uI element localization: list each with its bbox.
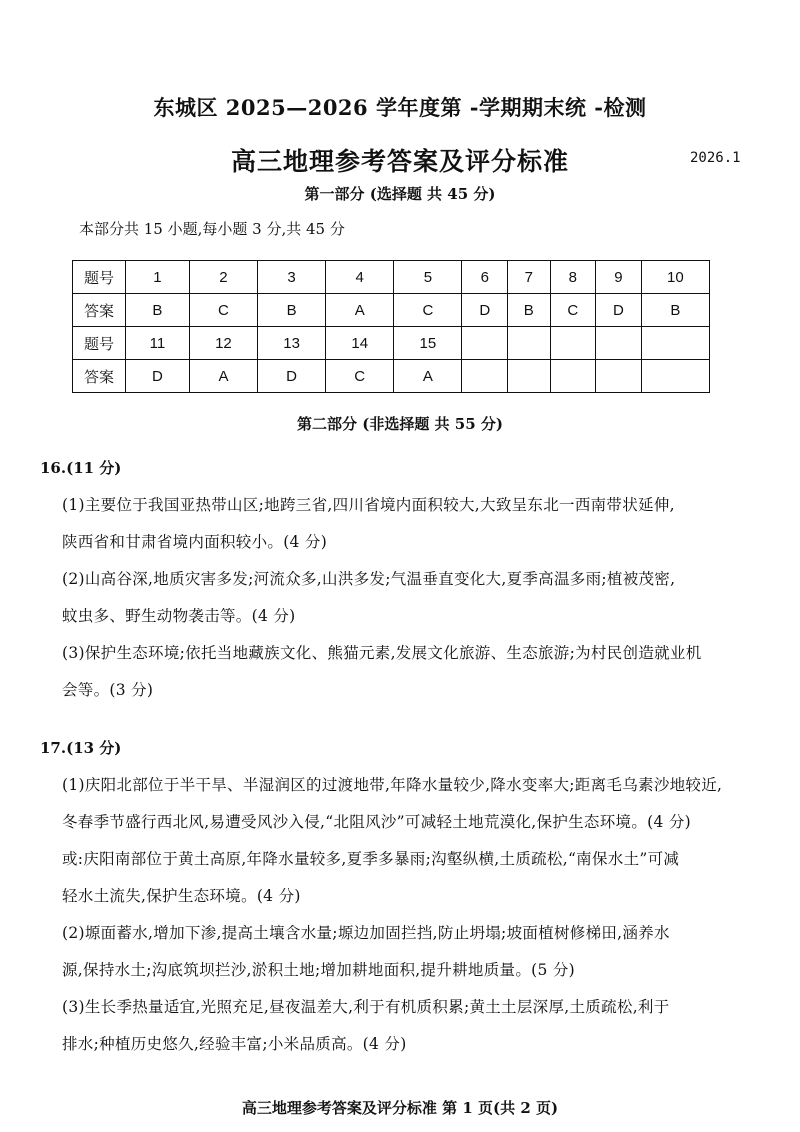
table-cell: 2 xyxy=(189,261,257,294)
table-cell: C xyxy=(394,294,462,327)
table-cell: 1 xyxy=(126,261,190,294)
table-cell: 题号 xyxy=(73,261,126,294)
answer-line: 蚊虫多、野生动物袭击等。(4 分) xyxy=(62,607,296,625)
question-16-answer xyxy=(62,487,752,709)
table-row xyxy=(73,294,710,327)
table-cell: 14 xyxy=(326,327,394,360)
table-cell: D xyxy=(596,294,642,327)
answer-line: (1)庆阳北部位于半干旱、半湿润区的过渡地带,年降水量较少,降水变率大;距离毛乌素沙地较近, xyxy=(62,776,723,794)
table-cell: A xyxy=(189,360,257,393)
table-cell xyxy=(596,360,642,393)
table-cell: C xyxy=(550,294,596,327)
question-16-label: 16.(11 分) xyxy=(40,459,122,477)
table-cell: B xyxy=(641,294,709,327)
table-row xyxy=(73,360,710,393)
table-cell xyxy=(508,327,550,360)
answer-line: 陕西省和甘肃省境内面积较小。(4 分) xyxy=(62,533,328,551)
table-cell xyxy=(641,327,709,360)
table-cell: 8 xyxy=(550,261,596,294)
table-cell: D xyxy=(126,360,190,393)
table-cell: D xyxy=(258,360,326,393)
table-cell xyxy=(641,360,709,393)
table-cell: 6 xyxy=(462,261,508,294)
table-cell: A xyxy=(326,294,394,327)
answer-line: 轻水土流失,保护生态环境。(4 分) xyxy=(62,887,301,905)
table-cell: 4 xyxy=(326,261,394,294)
table-cell: 11 xyxy=(126,327,190,360)
table-cell: 答案 xyxy=(73,360,126,393)
answer-line: (1)主要位于我国亚热带山区;地跨三省,四川省境内面积较大,大致呈东北一西南带状延伸, xyxy=(62,496,675,514)
table-row xyxy=(73,261,710,294)
table-cell: 13 xyxy=(258,327,326,360)
table-cell: C xyxy=(326,360,394,393)
answer-line: 会等。(3 分) xyxy=(62,681,154,699)
table-cell: 3 xyxy=(258,261,326,294)
exam-header: 东城区 2025—2026 学年度第 -学期期末统 -检测 xyxy=(153,95,647,120)
table-cell: 答案 xyxy=(73,294,126,327)
page-title: 高三地理参考答案及评分标准 xyxy=(230,147,569,176)
table-cell xyxy=(550,360,596,393)
table-cell: 9 xyxy=(596,261,642,294)
part1-intro: 本部分共 15 小题,每小题 3 分,共 45 分 xyxy=(79,220,345,238)
table-cell xyxy=(462,327,508,360)
table-cell xyxy=(462,360,508,393)
answer-line: 排水;种植历史悠久,经验丰富;小米品质高。(4 分) xyxy=(62,1035,407,1053)
table-cell xyxy=(550,327,596,360)
answer-line: 或:庆阳南部位于黄土高原,年降水量较多,夏季多暴雨;沟壑纵横,土质疏松,“南保水土”可减 xyxy=(62,850,680,868)
table-cell: 题号 xyxy=(73,327,126,360)
table-cell: B xyxy=(508,294,550,327)
table-row xyxy=(73,327,710,360)
answer-line: (3)保护生态环境;依托当地藏族文化、熊猫元素,发展文化旅游、生态旅游;为村民创造就业机 xyxy=(62,644,702,662)
answer-line: (2)山高谷深,地质灾害多发;河流众多,山洪多发;气温垂直变化大,夏季高温多雨;植被茂密, xyxy=(62,570,676,588)
table-cell: 10 xyxy=(641,261,709,294)
table-cell: 7 xyxy=(508,261,550,294)
table-cell: D xyxy=(462,294,508,327)
question-17-answer xyxy=(62,767,752,1063)
date-label: 2026.1 xyxy=(690,150,741,166)
table-cell: 12 xyxy=(189,327,257,360)
page-footer: 高三地理参考答案及评分标准 第 1 页(共 2 页) xyxy=(241,1099,559,1117)
part1-heading: 第一部分 (选择题 共 45 分) xyxy=(304,185,496,203)
table-cell: B xyxy=(126,294,190,327)
table-cell xyxy=(508,360,550,393)
table-cell: A xyxy=(394,360,462,393)
table-cell: 15 xyxy=(394,327,462,360)
table-cell: B xyxy=(258,294,326,327)
answer-line: (2)塬面蓄水,增加下渗,提高土壤含水量;塬边加固拦挡,防止坍塌;坡面植树修梯田,涵养水 xyxy=(62,924,670,942)
answer-line: (3)生长季热量适宜,光照充足,昼夜温差大,利于有机质积累;黄土土层深厚,土质疏松,利于 xyxy=(62,998,670,1016)
table-cell xyxy=(596,327,642,360)
table-cell: 5 xyxy=(394,261,462,294)
question-17-label: 17.(13 分) xyxy=(40,739,122,757)
part2-heading: 第二部分 (非选择题 共 55 分) xyxy=(297,415,503,433)
answer-table xyxy=(72,260,710,393)
answer-line: 冬春季节盛行西北风,易遭受风沙入侵,“北阻风沙”可减轻土地荒漠化,保护生态环境。(4 分) xyxy=(62,813,692,831)
table-cell: C xyxy=(189,294,257,327)
answer-line: 源,保持水土;沟底筑坝拦沙,淤积土地;增加耕地面积,提升耕地质量。(5 分) xyxy=(62,961,576,979)
